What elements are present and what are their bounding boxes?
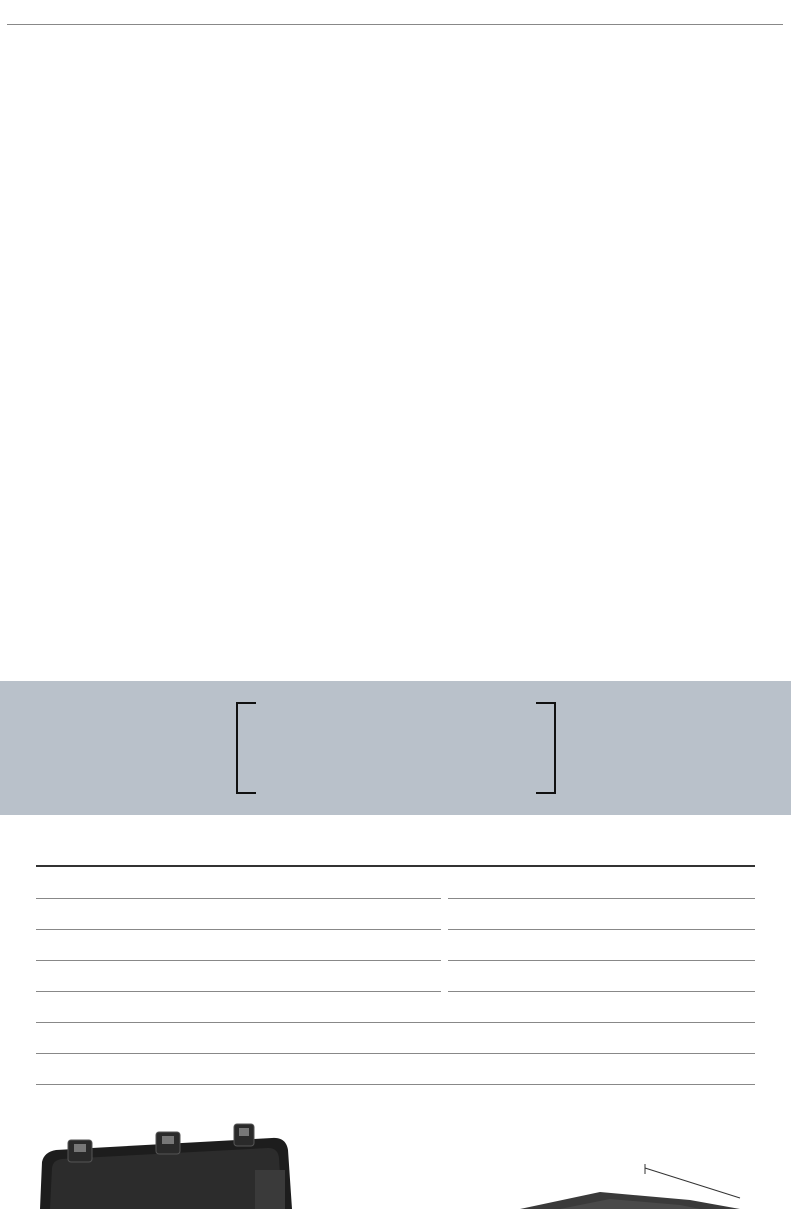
specification-box <box>236 702 556 794</box>
divider <box>36 1084 755 1085</box>
divider <box>36 1022 755 1023</box>
case-images <box>0 1100 791 1209</box>
divider <box>448 929 755 930</box>
divider <box>448 991 755 992</box>
divider <box>36 991 441 992</box>
divider <box>448 960 755 961</box>
specification-band <box>0 681 791 815</box>
divider <box>36 960 441 961</box>
divider <box>36 865 755 867</box>
case-table <box>7 24 783 25</box>
divider <box>36 1053 755 1054</box>
case-photo-open <box>40 1124 292 1209</box>
divider <box>36 898 441 899</box>
case-photo-closed <box>520 1164 740 1209</box>
divider <box>36 929 441 930</box>
right-bracket <box>536 702 556 794</box>
divider <box>448 898 755 899</box>
left-bracket <box>236 702 256 794</box>
